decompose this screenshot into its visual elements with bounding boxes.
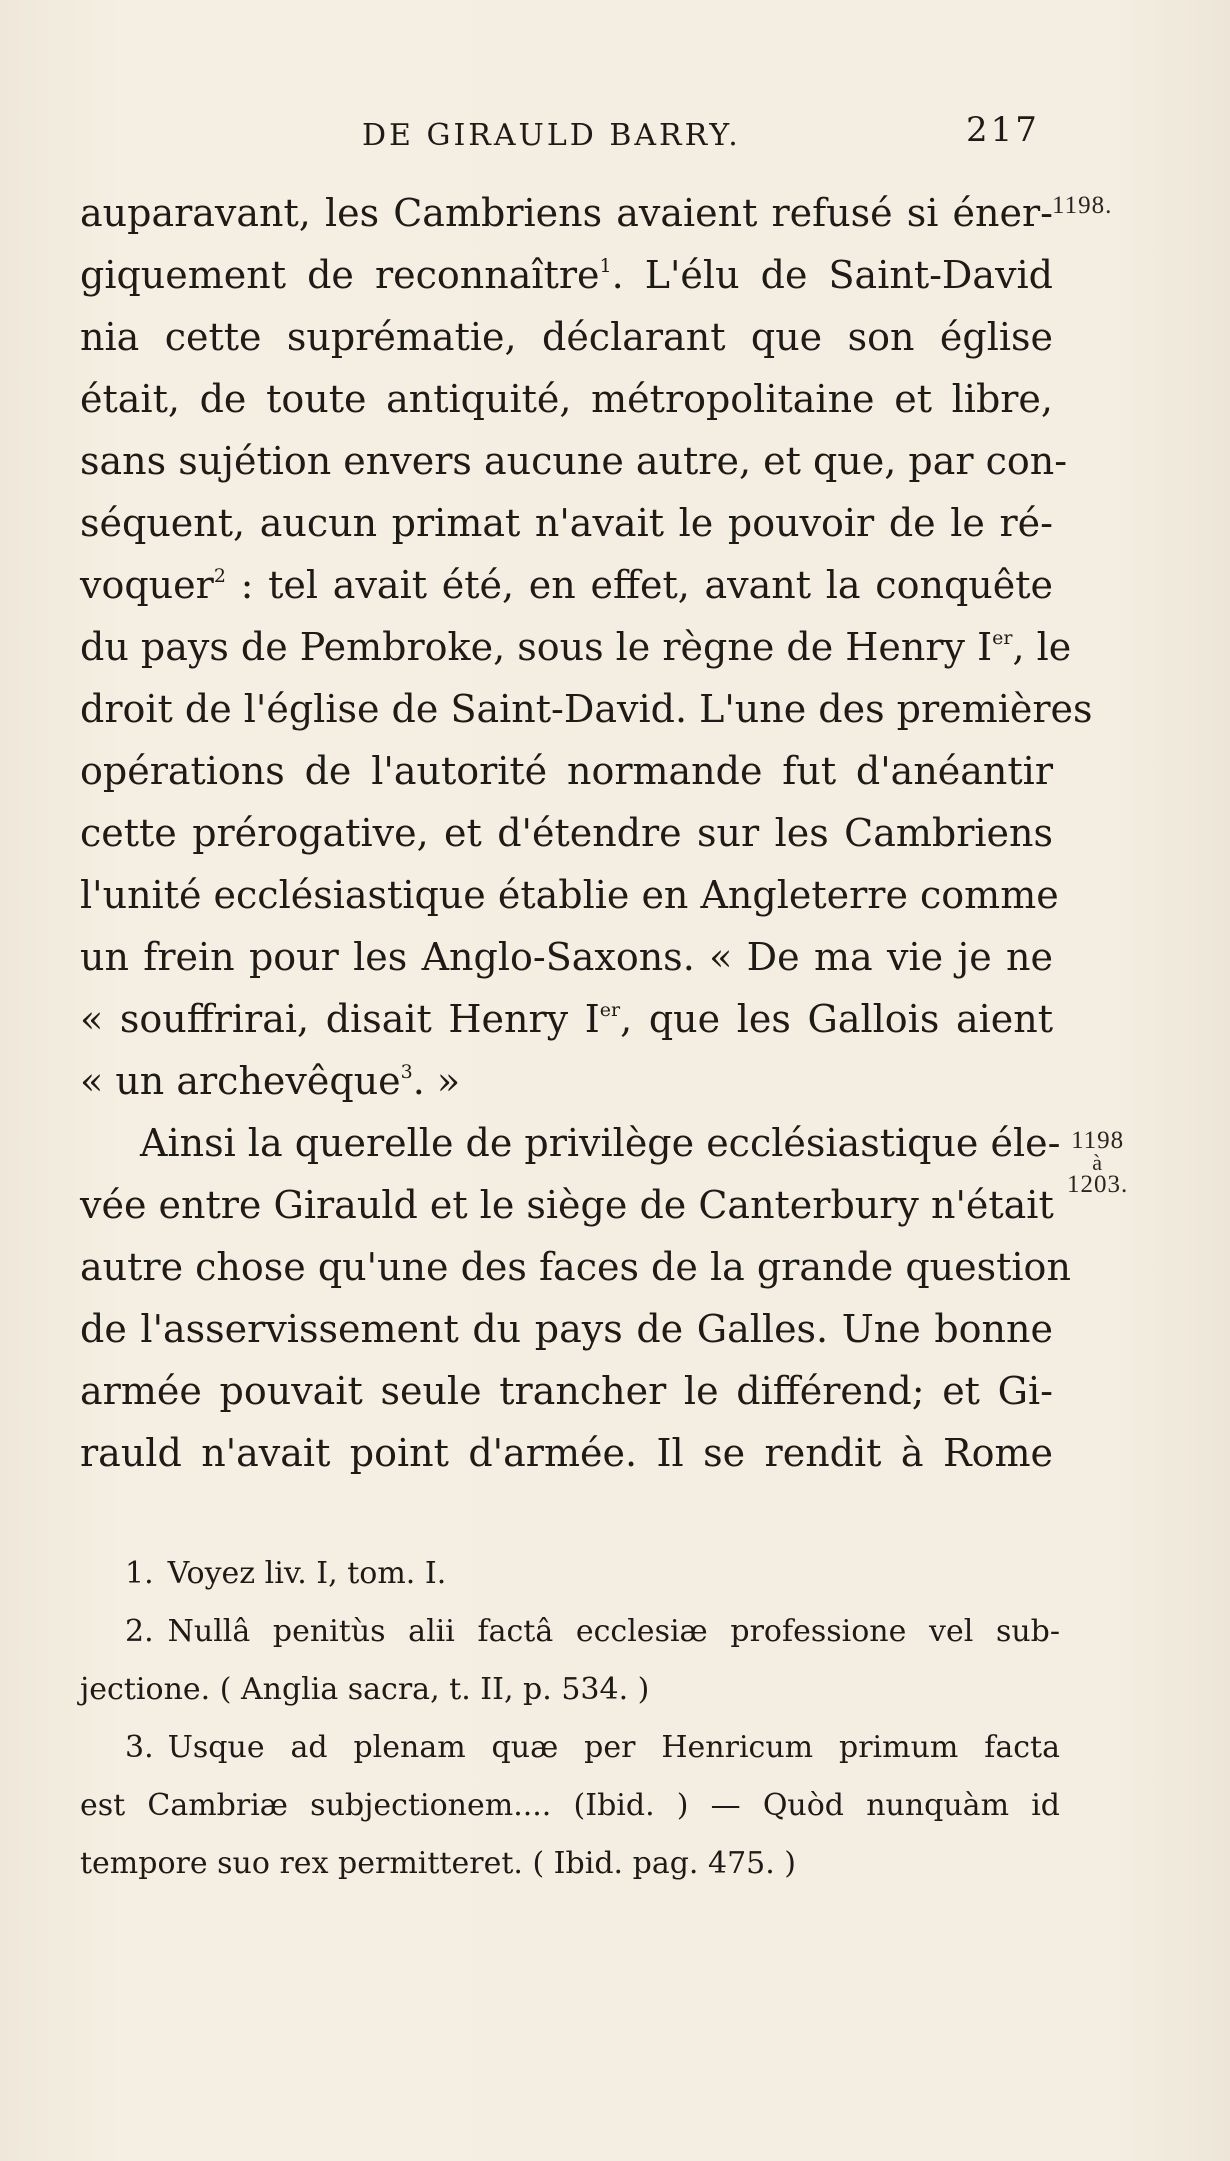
text-line: auparavant, les Cambriens avaient refusé si éner- — [80, 191, 1053, 235]
text-fragment: « souffrirai, disait Henry I — [80, 997, 600, 1041]
text-line: rauld n'avait point d'armée. Il se rendit à Rome — [80, 1431, 1053, 1475]
footnote-2 — [80, 1603, 1060, 1661]
footnote-ref: 3 — [400, 1061, 413, 1083]
text-line: séquent, aucun primat n'avait le pouvoir de le ré- — [80, 501, 1053, 545]
text-fragment: voquer — [80, 563, 214, 607]
text-fragment: , que les Gallois aient — [620, 997, 1054, 1041]
text-line: sans sujétion envers aucune autre, et que, par con- — [80, 439, 1068, 483]
text-line — [80, 1050, 1053, 1112]
text-fragment: : tel avait été, en effet, avant la conquête — [225, 563, 1053, 607]
text-fragment: . » — [412, 1059, 461, 1103]
text-fragment: , le — [1012, 625, 1072, 669]
text-line: droit de l'église de Saint-David. L'une des premières — [80, 687, 1093, 731]
margin-range-mid: à — [1092, 1150, 1103, 1175]
text-line: autre chose qu'une des faces de la grande question — [80, 1245, 1071, 1289]
text-line: cette prérogative, et d'étendre sur les Cambriens — [80, 811, 1053, 855]
text-line: l'unité ecclésiastique établie en Angleterre comme — [80, 873, 1059, 917]
ordinal-superscript: er — [992, 627, 1013, 649]
margin-range-end: 1203. — [1067, 1171, 1129, 1198]
text-line: un frein pour les Anglo-Saxons. « De ma vie je ne — [80, 935, 1053, 979]
text-fragment: . L'élu de Saint-David — [611, 253, 1054, 297]
text-line: était, de toute antiquité, métropolitaine et libre, — [80, 377, 1053, 421]
footnotes — [80, 1545, 1060, 1893]
footnote-3 — [80, 1719, 1060, 1777]
footnote-text: Nullâ penitùs alii factâ ecclesiæ professione vel sub- — [167, 1614, 1060, 1649]
text-fragment: du pays de Pembroke, sous le règne de Henry I — [80, 625, 993, 669]
footnote-number: 3. — [125, 1730, 154, 1765]
footnote-2-cont: jectione. ( Anglia sacra, t. II, p. 534. ) — [80, 1672, 650, 1707]
text-line — [80, 988, 1053, 1050]
text-line: armée pouvait seule trancher le différend; et Gi- — [80, 1369, 1053, 1413]
text-line: opérations de l'autorité normande fut d'anéantir — [80, 749, 1053, 793]
footnote-3-cont: tempore suo rex permitteret. ( Ibid. pag. 475. ) — [80, 1846, 797, 1881]
running-title: DE GIRAULD BARRY. — [362, 118, 741, 153]
text-line: de l'asservissement du pays de Galles. Une bonne — [80, 1307, 1053, 1351]
footnote-ref: 2 — [213, 565, 226, 587]
footnote-1 — [80, 1545, 1060, 1603]
margin-date: 1198. — [1052, 192, 1113, 219]
footnote-number: 2. — [125, 1614, 154, 1649]
footnote-number: 1. — [125, 1556, 154, 1591]
text-line — [80, 554, 1053, 616]
footnote-3-cont: est Cambriæ subjectionem.... (Ibid. ) — Quòd nunquàm id — [80, 1788, 1060, 1823]
text-line — [80, 616, 1072, 678]
footnote-text: Voyez liv. I, tom. I. — [167, 1556, 447, 1591]
text-line: Ainsi la querelle de privilège ecclésiastique éle- — [140, 1121, 1061, 1165]
page-number: 217 — [966, 110, 1040, 150]
margin-range-start: 1198 — [1071, 1127, 1125, 1154]
text-fragment: « un archevêque — [80, 1059, 401, 1103]
text-line: nia cette suprématie, déclarant que son église — [80, 315, 1053, 359]
margin-date-range — [1067, 1127, 1129, 1198]
text-fragment: giquement de reconnaître — [80, 253, 600, 297]
footnote-ref: 1 — [599, 255, 612, 277]
footnote-text: Usque ad plenam quæ per Henricum primum facta — [167, 1730, 1060, 1765]
text-line — [80, 244, 1053, 306]
text-line: vée entre Girauld et le siège de Canterbury n'était — [80, 1183, 1054, 1227]
ordinal-superscript: er — [599, 999, 621, 1021]
